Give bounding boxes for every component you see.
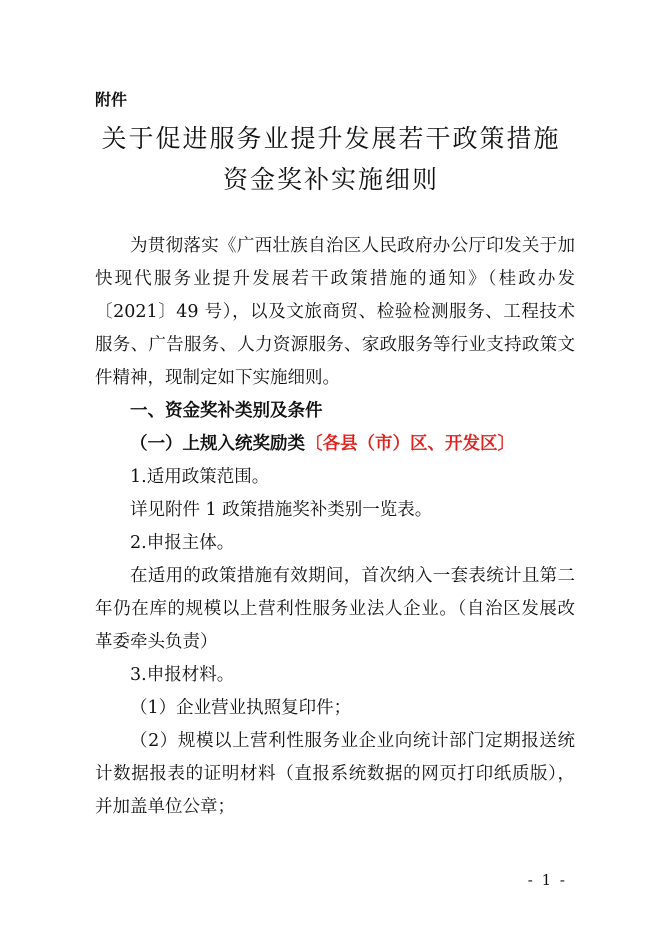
item3-sub2: （2）规模以上营利性服务业企业向统计部门定期报送统计数据报表的证明材料（直报系统数据的网页打印纸质版），并加盖单位公章； [95,731,575,817]
document-body [95,230,575,824]
subsection-heading-main: （一）上规入统奖励类 [130,434,305,454]
item1-body: 详见附件 1 政策措施奖补类别一览表。 [130,500,433,520]
section-heading-1: 一、资金奖补类别及条件 [130,401,323,421]
item3-title: 3.申报材料。 [130,665,235,685]
attachment-label: 附件 [95,90,128,109]
item3-sub1: （1）企业营业执照复印件； [130,698,352,718]
subsection-heading-scope: 〔各县（市）区、开发区〕 [305,434,515,454]
intro-paragraph: 为贯彻落实《广西壮族自治区人民政府办公厅印发关于加快现代服务业提升发展若干政策措施的通知》（桂政办发〔2021〕49 号），以及文旅商贸、检验检测服务、工程技术服务、广告服务、人力资源服务、家政服务等行业支持政策文件精神，现制定如下实施细则。 [95,236,575,388]
item1-title: 1.适用政策范围。 [130,467,270,487]
item2-title: 2.申报主体。 [130,533,235,553]
subsection-heading-1 [95,428,575,461]
page-number: - 1 - [527,871,567,889]
item2-body: 在适用的政策措施有效期间，首次纳入一套表统计且第二年仍在库的规模以上营利性服务业法人企业。（自治区发展改革委牵头负责） [95,566,575,652]
document-title-line2: 资金奖补实施细则 [222,165,439,194]
document-title-line1: 关于促进服务业提升发展若干政策措施 [101,124,561,153]
